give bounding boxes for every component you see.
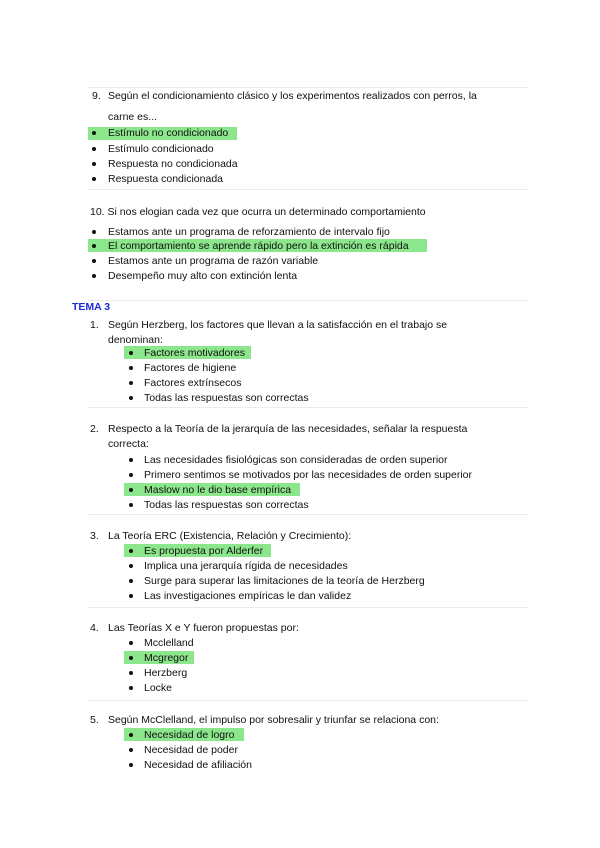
q9-option-4: Respuesta condicionada (108, 173, 223, 185)
t3-question-3-number: 3. (90, 530, 99, 542)
question-9-text-line2: carne es... (108, 111, 158, 123)
t3-question-5-number: 5. (90, 714, 99, 726)
q10-option-3: Estamos ante un programa de razón variable (108, 255, 319, 267)
divider (88, 300, 528, 301)
t3-q1-option-3: Factores extrínsecos (144, 377, 242, 389)
divider (88, 700, 528, 701)
bullet-icon (92, 162, 96, 166)
t3-q4-option-4: Locke (144, 682, 173, 694)
t3-q3-option-2: Implica una jerarquía rígida de necesidades (144, 560, 348, 572)
q9-option-3: Respuesta no condicionada (108, 158, 238, 170)
t3-q1-option-4: Todas las respuestas son correctas (144, 392, 309, 404)
t3-q5-option-1: Necesidad de logro (144, 729, 235, 741)
bullet-icon (129, 396, 133, 400)
bullet-icon (129, 458, 133, 462)
section-heading: TEMA 3 (72, 301, 111, 313)
t3-q3-option-4: Las investigaciones empíricas le dan validez (144, 590, 352, 602)
t3-question-3-line1: La Teoría ERC (Existencia, Relación y Crecimiento): (108, 530, 352, 542)
t3-q3-option-3: Surge para superar las limitaciones de la teoría de Herzberg (144, 575, 425, 587)
t3-q2-option-4: Todas las respuestas son correctas (144, 499, 309, 511)
q10-option-1: Estamos ante un programa de reforzamiento de intervalo fijo (108, 226, 390, 238)
bullet-icon (129, 488, 133, 492)
t3-q3-option-1: Es propuesta por Alderfer (144, 545, 264, 557)
divider (88, 607, 528, 608)
t3-question-2-line2: correcta: (108, 438, 149, 450)
question-9-number: 9. (92, 90, 101, 102)
t3-question-5-line1: Según McClelland, el impulso por sobresalir y triunfar se relaciona con: (108, 714, 439, 726)
t3-q4-option-2: Mcgregor (144, 652, 189, 664)
bullet-icon (129, 503, 133, 507)
bullet-icon (129, 579, 133, 583)
t3-q2-option-2: Primero sentimos se motivados por las necesidades de orden superior (144, 469, 472, 481)
bullet-icon (92, 230, 96, 234)
q9-option-1: Estímulo no condicionado (108, 127, 229, 139)
question-10-text: 10. Si nos elogian cada vez que ocurra un determinado comportamiento (90, 206, 426, 218)
bullet-icon (129, 366, 133, 370)
t3-q5-option-3: Necesidad de afiliación (144, 759, 252, 771)
bullet-icon (92, 147, 96, 151)
t3-q1-option-2: Factores de higiene (144, 362, 237, 374)
bullet-icon (129, 733, 133, 737)
bullet-icon (129, 686, 133, 690)
bullet-icon (92, 131, 96, 135)
t3-question-1-line2: denominan: (108, 334, 163, 346)
divider (88, 514, 528, 515)
t3-question-2-line1: Respecto a la Teoría de la jerarquía de las necesidades, señalar la respuesta (108, 423, 468, 435)
t3-q4-option-3: Herzberg (144, 667, 188, 679)
q10-option-2: El comportamiento se aprende rápido pero la extinción es rápida (108, 240, 409, 252)
bullet-icon (129, 381, 133, 385)
bullet-icon (129, 594, 133, 598)
bullet-icon (92, 274, 96, 278)
t3-question-2-number: 2. (90, 423, 99, 435)
t3-question-1-line1: Según Herzberg, los factores que llevan a la satisfacción en el trabajo se (108, 319, 448, 331)
bullet-icon (129, 564, 133, 568)
bullet-icon (129, 748, 133, 752)
q9-option-2: Estímulo condicionado (108, 143, 214, 155)
bullet-icon (129, 763, 133, 767)
question-9-text-line1: Según el condicionamiento clásico y los experimentos realizados con perros, la (108, 90, 477, 102)
t3-question-4-line1: Las Teorías X e Y fueron propuestas por: (108, 622, 299, 634)
q10-option-4: Desempeño muy alto con extinción lenta (108, 270, 298, 282)
t3-q1-option-1: Factores motivadores (144, 347, 245, 359)
t3-q2-option-3: Maslow no le dio base empírica (144, 484, 292, 496)
bullet-icon (129, 641, 133, 645)
t3-q5-option-2: Necesidad de poder (144, 744, 238, 756)
t3-q4-option-1: Mcclelland (144, 637, 194, 649)
t3-question-1-number: 1. (90, 319, 99, 331)
bullet-icon (92, 244, 96, 248)
t3-q2-option-1: Las necesidades fisiológicas son consideradas de orden superior (144, 454, 448, 466)
divider (88, 87, 528, 88)
divider (88, 407, 528, 408)
bullet-icon (129, 473, 133, 477)
bullet-icon (129, 549, 133, 553)
t3-question-4-number: 4. (90, 622, 99, 634)
bullet-icon (129, 351, 133, 355)
bullet-icon (92, 177, 96, 181)
bullet-icon (129, 671, 133, 675)
bullet-icon (92, 259, 96, 263)
divider (88, 189, 528, 190)
bullet-icon (129, 656, 133, 660)
